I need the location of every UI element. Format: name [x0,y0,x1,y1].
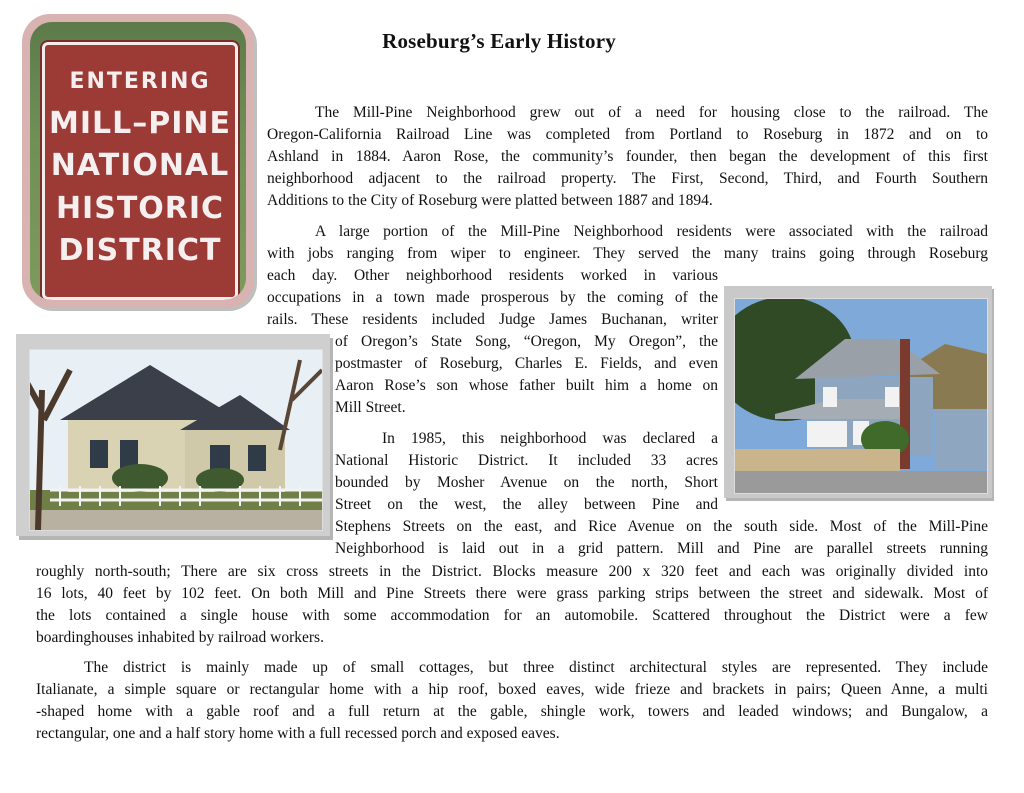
para3-line: the lots contained a single house with some accommodation for an automobile. Scattered throughout the District were a few [36,607,988,624]
house-photo-frame [724,286,992,498]
para2-line: occupations in a town made prosperous by the coming of the [267,289,718,306]
para1-line: The Mill-Pine Neighborhood grew out of a need for housing close to the railroad. The [315,104,988,121]
para2-line: rails. These residents included Judge James Buchanan, writer [267,311,718,328]
para3-line: Street on the west, the alley between Pine and [335,496,718,513]
district-sign [42,42,238,300]
para3-line: Neighborhood is laid out in a grid pattern. Mill and Pine are parallel streets running [335,540,988,557]
house-photo [734,298,988,494]
sign-line-district: DISTRICT [58,233,222,269]
para2-line: A large portion of the Mill-Pine Neighborhood residents were associated with the railroad [315,223,988,240]
para3-line: boardinghouses inhabited by railroad workers. [36,629,324,646]
para2-line: each day. Other neighborhood residents worked in various [267,267,718,284]
sign-line-entering: ENTERING [69,69,211,95]
para1-line: Ashland in 1884. Aaron Rose, the community’s founder, then began the development of this first [267,148,988,165]
para3-line: National Historic District. It included 33 acres [335,452,718,469]
para2-line: Aaron Rose’s son whose father built him a home on [335,377,718,394]
sign-line-mill-pine: MILL–PINE [49,105,231,141]
para1-line: neighborhood adjacent to the railroad property. The First, Second, Third, and Fourth Southern [267,170,988,187]
page-title: Roseburg’s Early History [382,29,616,53]
para3-line: 16 lots, 40 feet by 102 feet. On both Mill and Pine Streets there were grass parking strips between the street and sidewalk. Most of [36,585,988,602]
para3-line: roughly north-south; There are six cross streets in the District. Blocks measure 200 x 320 feet and each was originally divided into [36,563,988,580]
para4-line: -shaped home with a gable roof and a full return at the gable, shingle work, towers and leaded windows; and Bungalow, a [36,703,988,720]
para3-line: In 1985, this neighborhood was declared a [382,430,718,447]
para3-line: bounded by Mosher Avenue on the north, Short [335,474,718,491]
sign-line-historic: HISTORIC [55,190,225,226]
para3-line: Stephens Streets on the east, and Rice Avenue on the south side. Most of the Mill-Pine [335,518,988,535]
cottage-photo-frame [16,334,330,536]
cottage-photo [29,349,323,531]
para4-line: rectangular, one and a half story home with a full recessed porch and exposed eaves. [36,725,560,742]
sign-photo [30,22,246,300]
para2-line: with jobs ranging from wiper to engineer. They served the many trains going through Roseburg [267,245,988,262]
sign-line-national: NATIONAL [50,148,230,184]
sign-photo-frame [22,14,254,308]
para1-line: Additions to the City of Roseburg were platted between 1887 and 1894. [267,192,713,209]
para2-line: postmaster of Roseburg, Charles E. Fields, and even [335,355,718,372]
para1-line: Oregon-California Railroad Line was completed from Portland to Roseburg in 1872 and on to [267,126,988,143]
para2-line: Mill Street. [335,399,406,416]
para2-line: of Oregon’s State Song, “Oregon, My Oregon”, the [335,333,718,350]
para4-line: The district is mainly made up of small cottages, but three distinct architectural styles are represented. They include [84,659,988,676]
para4-line: Italianate, a simple square or rectangular home with a hip roof, boxed eaves, wide frieze and brackets in pairs; Queen Anne, a multi [36,681,988,698]
